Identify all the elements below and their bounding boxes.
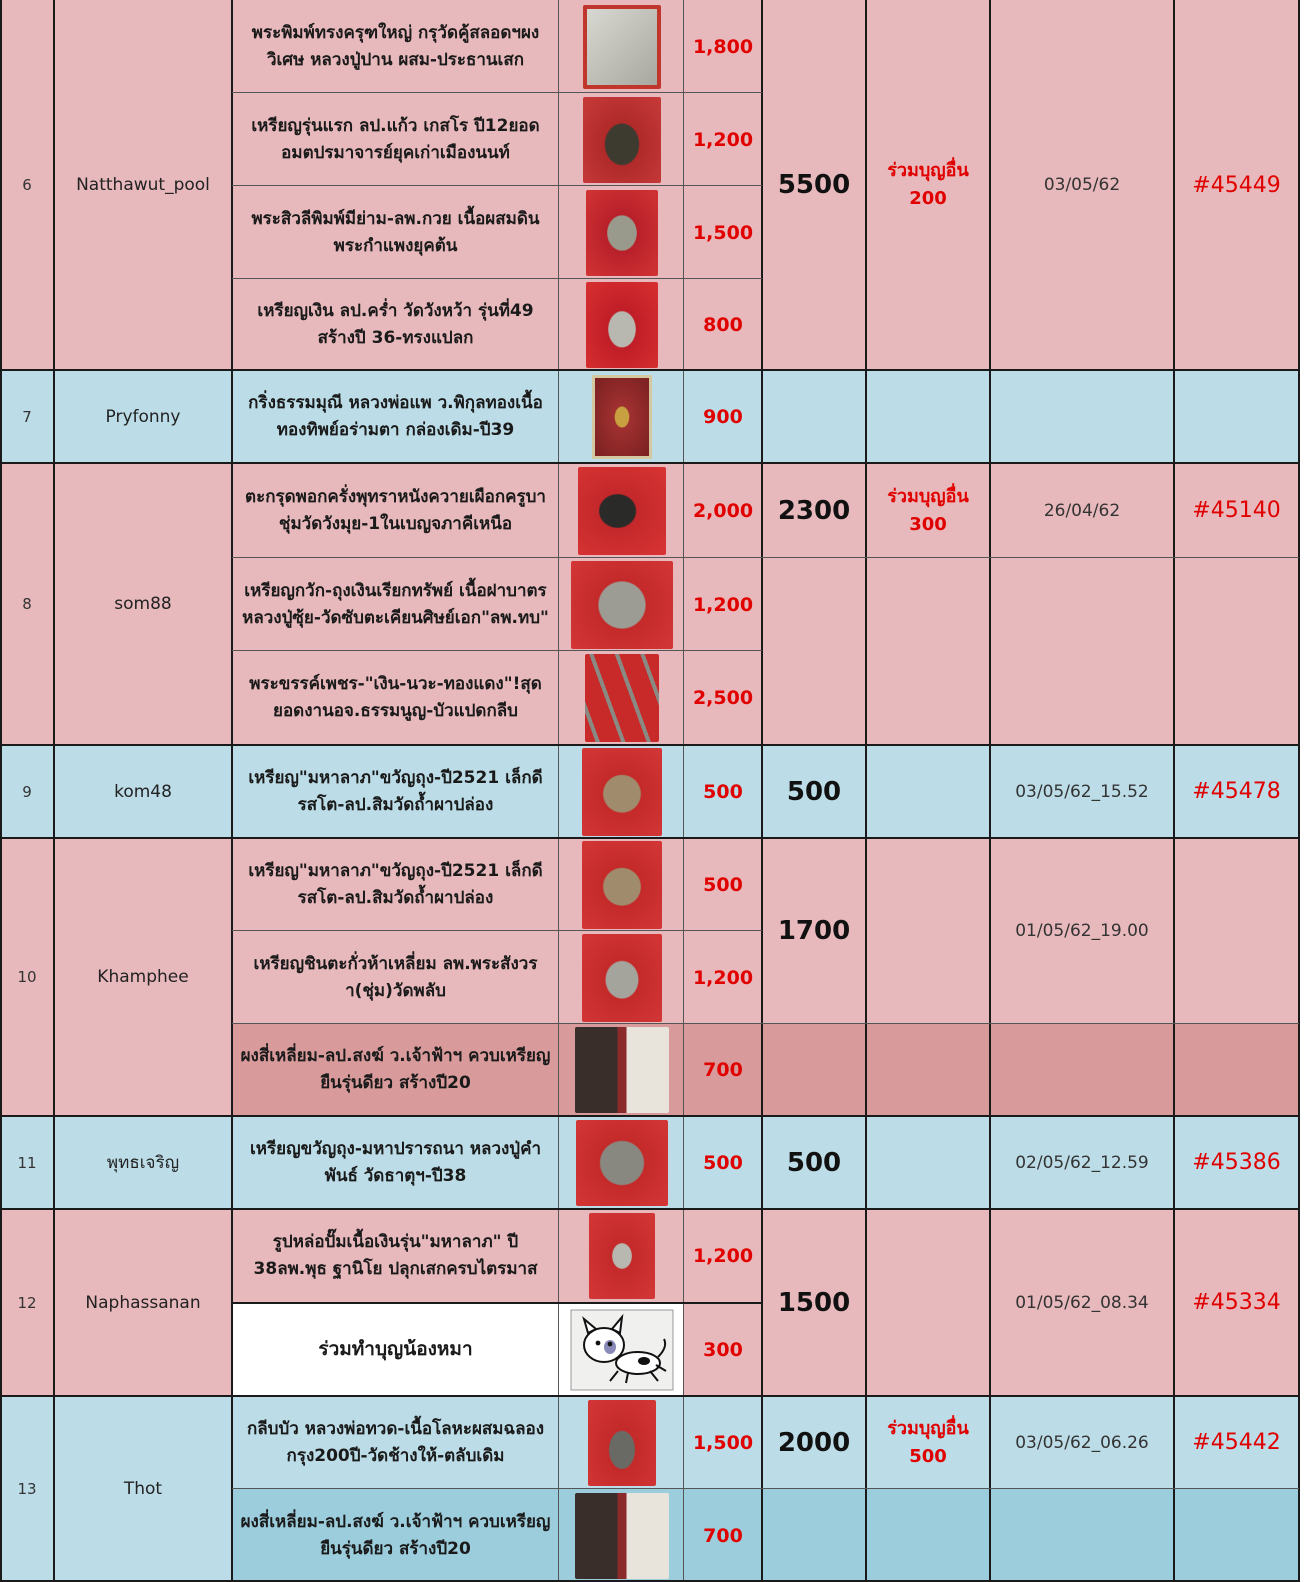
item-description: เหรียญขวัญถุง-มหาปรารถนา หลวงปู่คำพันธ์ วัดธาตุฯ-ปี38	[232, 1116, 559, 1209]
bidder-name: Naphassanan	[54, 1209, 232, 1396]
row-index: 13	[0, 1396, 54, 1582]
item-photo-cell	[559, 931, 684, 1024]
extra-donation-note	[866, 745, 990, 838]
item-divider	[232, 930, 762, 931]
item-photo-cell	[559, 0, 684, 93]
item-photo-cell	[559, 186, 684, 279]
reference-number: #45140	[1174, 463, 1299, 558]
item-description: ผงสี่เหลี่ยม-ลป.สงฆ์ ว.เจ้าฟ้าฯ ควบเหรียญยืนรุ่นดียว สร้างปี20	[232, 1024, 559, 1116]
item-divider	[232, 1023, 762, 1024]
item-photo-cell	[559, 463, 684, 558]
transfer-date: 01/05/62_08.34	[990, 1209, 1174, 1396]
item-price: 500	[684, 745, 762, 838]
item-description: ผงสี่เหลี่ยม-ลป.สงฆ์ ว.เจ้าฟ้าฯ ควบเหรียญยืนรุ่นดียว สร้างปี20	[232, 1489, 559, 1582]
item-photo-cell	[559, 370, 684, 463]
extra-donation-note	[866, 1489, 990, 1582]
transfer-date	[990, 370, 1174, 463]
total-amount: 500	[762, 1116, 866, 1209]
column-divider	[0, 0, 2, 1582]
bidder-name: som88	[54, 463, 232, 745]
extra-donation-note	[866, 370, 990, 463]
item-divider	[762, 1023, 1299, 1024]
transfer-date: 01/05/62_19.00	[990, 838, 1174, 1024]
extra-donation-note	[866, 558, 990, 745]
item-photo-cell	[559, 651, 684, 745]
reference-number: #45449	[1174, 0, 1299, 370]
reference-number	[1174, 558, 1299, 745]
item-description: กลีบบัว หลวงพ่อทวด-เนื้อโลหะผสมฉลองกรุง200ปี-วัดช้างให้-ตลับเดิม	[232, 1396, 559, 1489]
item-photo-cell	[559, 1489, 684, 1582]
total-amount	[762, 558, 866, 745]
item-description: พระขรรค์เพชร-"เงิน-นวะ-ทองแดง"!สุดยอดงานอจ.ธรรมนูญ-บัวแปดกลีบ	[232, 651, 559, 745]
column-divider	[231, 0, 233, 1582]
row-divider	[0, 1395, 1300, 1397]
row-index: 6	[0, 0, 54, 370]
transfer-date: 03/05/62_15.52	[990, 745, 1174, 838]
extra-donation-amount: 300	[909, 513, 947, 535]
transfer-date	[990, 1024, 1174, 1116]
extra-donation-note	[866, 1116, 990, 1209]
row-divider	[0, 1115, 1300, 1117]
item-price: 500	[684, 1116, 762, 1209]
item-divider	[232, 185, 762, 186]
item-photo-cell	[559, 1024, 684, 1116]
bidder-name: พุทธเจริญ	[54, 1116, 232, 1209]
item-divider	[232, 1302, 762, 1304]
item-price: 1,500	[684, 186, 762, 279]
item-description: เหรียญรุ่นแรก ลป.แก้ว เกสโร ปี12ยอดอมตปรมาจารย์ยุคเก่าเมืองนนท์	[232, 93, 559, 186]
reference-number: #45478	[1174, 745, 1299, 838]
total-amount	[762, 370, 866, 463]
extra-donation-note	[866, 1209, 990, 1396]
item-price: 2,000	[684, 463, 762, 558]
row-divider	[0, 462, 1300, 464]
amulet-photo-icon	[589, 1213, 655, 1299]
column-divider	[989, 0, 991, 1582]
row-divider	[0, 369, 1300, 371]
column-divider	[1298, 0, 1300, 1582]
item-divider	[232, 557, 762, 558]
amulet-photo-icon	[582, 748, 662, 836]
transfer-date: 02/05/62_12.59	[990, 1116, 1174, 1209]
item-photo-cell	[559, 838, 684, 931]
item-price: 900	[684, 370, 762, 463]
extra-donation-label: ร่วมบุญอื่น	[887, 1417, 969, 1439]
amulet-photo-icon	[578, 467, 666, 555]
amulet-photo-icon	[583, 97, 661, 183]
item-description: เหรียญ"มหาลาภ"ขวัญถุง-ปี2521 เล็กดีรสโต-ลป.สิมวัดถ้ำผาปล่อง	[232, 745, 559, 838]
item-divider	[232, 1488, 762, 1489]
extra-donation-note	[866, 0, 990, 370]
column-divider	[761, 0, 763, 1582]
bidder-name: Pryfonny	[54, 370, 232, 463]
column-divider	[558, 0, 559, 1582]
amulet-photo-icon	[576, 1120, 668, 1206]
extra-donation-note	[866, 1024, 990, 1116]
column-divider	[53, 0, 55, 1582]
item-divider	[762, 1488, 1299, 1489]
amulet-photo-icon	[585, 654, 659, 742]
amulet-photo-icon	[571, 561, 673, 649]
item-price: 1,200	[684, 1209, 762, 1303]
row-index: 8	[0, 463, 54, 745]
total-amount: 2000	[762, 1396, 866, 1489]
item-price: 1,200	[684, 93, 762, 186]
row-index: 10	[0, 838, 54, 1116]
extra-donation-note	[866, 1396, 990, 1489]
total-amount: 500	[762, 745, 866, 838]
transfer-date	[990, 1489, 1174, 1582]
column-divider	[865, 0, 867, 1582]
reference-number	[1174, 838, 1299, 1024]
item-price: 2,500	[684, 651, 762, 745]
transfer-date: 03/05/62	[990, 0, 1174, 370]
item-description: เหรียญชินตะกั่วห้าเหลี่ยม ลพ.พระสังวรา(ชุ่ม)วัดพลับ	[232, 931, 559, 1024]
row-divider	[0, 744, 1300, 746]
amulet-photo-icon	[588, 1400, 656, 1486]
item-divider	[232, 278, 762, 279]
dog-drawing-icon	[570, 1309, 674, 1391]
reference-number: #45334	[1174, 1209, 1299, 1396]
item-description: พระสิวลีพิมพ์มีย่าม-ลพ.กวย เนื้อผสมดินพระกำแพงยุคต้น	[232, 186, 559, 279]
row-index: 9	[0, 745, 54, 838]
row-divider	[0, 1208, 1300, 1210]
transfer-date	[990, 558, 1174, 745]
item-price: 1,200	[684, 931, 762, 1024]
bidder-name: Natthawut_pool	[54, 0, 232, 370]
bidder-name: kom48	[54, 745, 232, 838]
total-amount	[762, 1489, 866, 1582]
amulet-photo-icon	[575, 1493, 669, 1579]
extra-donation-label: ร่วมบุญอื่น	[887, 485, 969, 507]
amulet-photo-icon	[583, 5, 661, 89]
transfer-date: 03/05/62_06.26	[990, 1396, 1174, 1489]
reference-number	[1174, 1489, 1299, 1582]
row-index: 12	[0, 1209, 54, 1396]
reference-number: #45386	[1174, 1116, 1299, 1209]
item-price: 300	[684, 1303, 762, 1396]
item-photo-cell	[559, 279, 684, 370]
total-amount: 1700	[762, 838, 866, 1024]
reference-number	[1174, 370, 1299, 463]
item-photo-cell	[559, 93, 684, 186]
amulet-photo-icon	[592, 375, 652, 459]
item-description: ร่วมทำบุญน้องหมา	[232, 1303, 559, 1396]
item-description: กริ่งธรรมมุณี หลวงพ่อแพ ว.พิกุลทองเนื้อทองทิพย์อร่ามตา กล่องเดิม-ปี39	[232, 370, 559, 463]
item-price: 700	[684, 1489, 762, 1582]
extra-donation-label: ร่วมบุญอื่น	[887, 160, 969, 181]
item-divider	[232, 92, 762, 93]
amulet-photo-icon	[586, 190, 658, 276]
row-index: 7	[0, 370, 54, 463]
transfer-date: 26/04/62	[990, 463, 1174, 558]
bidder-name: Khamphee	[54, 838, 232, 1116]
total-amount: 2300	[762, 463, 866, 558]
column-divider	[1173, 0, 1175, 1582]
amulet-photo-icon	[582, 841, 662, 929]
reference-number: #45442	[1174, 1396, 1299, 1489]
item-description: เหรียญเงิน ลป.คร่ำ วัดวังหว้า รุ่นที่49 สร้างปี 36-ทรงแปลก	[232, 279, 559, 370]
extra-donation-note	[866, 463, 990, 558]
extra-donation-note	[866, 838, 990, 1024]
total-amount: 5500	[762, 0, 866, 370]
bidder-name: Thot	[54, 1396, 232, 1582]
extra-donation-amount: 200	[909, 188, 947, 209]
item-divider	[232, 650, 762, 651]
extra-donation-amount: 500	[909, 1445, 947, 1467]
row-index: 11	[0, 1116, 54, 1209]
item-price: 1,500	[684, 1396, 762, 1489]
item-photo-cell	[559, 745, 684, 838]
item-photo-cell	[559, 1116, 684, 1209]
amulet-photo-icon	[586, 282, 658, 368]
item-photo-cell	[559, 1209, 684, 1303]
item-description: เหรียญ"มหาลาภ"ขวัญถุง-ปี2521 เล็กดีรสโต-ลป.สิมวัดถ้ำผาปล่อง	[232, 838, 559, 931]
item-price: 1,200	[684, 558, 762, 651]
total-amount	[762, 1024, 866, 1116]
item-price: 700	[684, 1024, 762, 1116]
item-divider	[762, 557, 1299, 558]
item-description: รูปหล่อปั๊มเนื้อเงินรุ่น"มหาลาภ" ปี 38ลพ.พุธ ฐานิโย ปลุกเสกครบไตรมาส	[232, 1209, 559, 1303]
amulet-photo-icon	[582, 934, 662, 1022]
item-photo-cell	[559, 1303, 684, 1396]
amulet-photo-icon	[575, 1027, 669, 1113]
reference-number	[1174, 1024, 1299, 1116]
item-photo-cell	[559, 558, 684, 651]
total-amount: 1500	[762, 1209, 866, 1396]
column-divider	[683, 0, 684, 1582]
row-divider	[0, 837, 1300, 839]
item-price: 800	[684, 279, 762, 370]
item-description: เหรียญกวัก-ถุงเงินเรียกทรัพย์ เนื้อฝาบาตรหลวงปู่ซุ้ย-วัดซับตะเคียนศิษย์เอก"ลพ.ทบ"	[232, 558, 559, 651]
item-description: ตะกรุดพอกครั่งพุทราหนังควายเผือกครูบาชุ่มวัดวังมุย-1ในเบญจภาคีเหนือ	[232, 463, 559, 558]
item-price: 1,800	[684, 0, 762, 93]
item-price: 500	[684, 838, 762, 931]
item-photo-cell	[559, 1396, 684, 1489]
item-description: พระพิมพ์ทรงครุฑใหญ่ กรุวัดคู้สลอดฯผงวิเศษ หลวงปู่ปาน ผสม-ประธานเสก	[232, 0, 559, 93]
